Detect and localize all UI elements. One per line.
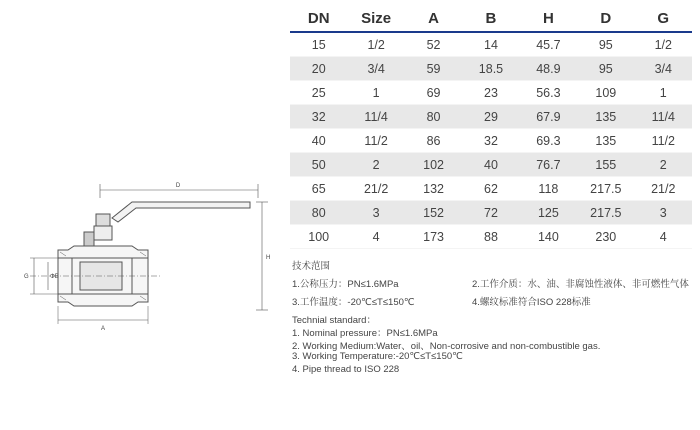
cell-a: 69 — [405, 81, 462, 105]
notes-en-item: 3. Working Temperature:-20℃≤T≤150℃ — [292, 351, 463, 362]
cell-d: 217.5 — [577, 201, 634, 225]
cell-size: 2 — [347, 153, 404, 177]
cell-b: 40 — [462, 153, 519, 177]
label-g: G — [24, 274, 29, 280]
cell-a: 80 — [405, 105, 462, 129]
header-dn: DN — [290, 6, 347, 32]
notes-cn-title: 技术范围 — [292, 261, 331, 272]
header-h: H — [520, 6, 577, 32]
cell-d: 155 — [577, 153, 634, 177]
cell-g: 1 — [635, 81, 692, 105]
cell-a: 152 — [405, 201, 462, 225]
cell-h: 69.3 — [520, 129, 577, 153]
table-row — [290, 177, 692, 201]
cell-size: 3/4 — [347, 57, 404, 81]
notes-cn-item: 3.工作温度：-20℃≤T≤150℃ — [292, 297, 415, 308]
header-size: Size — [347, 6, 404, 32]
cell-h: 45.7 — [520, 32, 577, 57]
cell-g: 11/4 — [635, 105, 692, 129]
cell-h: 67.9 — [520, 105, 577, 129]
cell-b: 14 — [462, 32, 519, 57]
header-a: A — [405, 6, 462, 32]
cell-dn: 20 — [290, 57, 347, 81]
table-row — [290, 153, 692, 177]
cell-size: 4 — [347, 225, 404, 249]
cell-d: 217.5 — [577, 177, 634, 201]
valve-drawing — [0, 170, 280, 340]
header-g: G — [635, 6, 692, 32]
table-row — [290, 57, 692, 81]
spec-table — [290, 6, 692, 249]
cell-a: 173 — [405, 225, 462, 249]
cell-a: 86 — [405, 129, 462, 153]
header-d: D — [577, 6, 634, 32]
cell-b: 23 — [462, 81, 519, 105]
table-row — [290, 201, 692, 225]
cell-dn: 50 — [290, 153, 347, 177]
cell-size: 1 — [347, 81, 404, 105]
cell-dn: 80 — [290, 201, 347, 225]
table-row — [290, 81, 692, 105]
cell-dn: 40 — [290, 129, 347, 153]
cell-dn: 100 — [290, 225, 347, 249]
cell-size: 11/4 — [347, 105, 404, 129]
cell-g: 1/2 — [635, 32, 692, 57]
cell-size: 21/2 — [347, 177, 404, 201]
table-row — [290, 32, 692, 57]
table-row — [290, 225, 692, 249]
notes-en-item: 2. Working Medium:Water、oil、Non-corrosive and non-combustible gas. — [292, 341, 601, 352]
cell-b: 29 — [462, 105, 519, 129]
label-db: ΦB — [50, 274, 59, 280]
cell-a: 102 — [405, 153, 462, 177]
cell-d: 109 — [577, 81, 634, 105]
cell-g: 2 — [635, 153, 692, 177]
label-h: H — [266, 255, 271, 261]
cell-dn: 25 — [290, 81, 347, 105]
cell-d: 230 — [577, 225, 634, 249]
cell-g: 11/2 — [635, 129, 692, 153]
cell-d: 95 — [577, 32, 634, 57]
cell-size: 11/2 — [347, 129, 404, 153]
cell-h: 125 — [520, 201, 577, 225]
notes-en-item: 4. Pipe thread to ISO 228 — [292, 364, 400, 375]
cell-d: 135 — [577, 105, 634, 129]
notes-en-item: 1. Nominal pressure：PN≤1.6MPa — [292, 328, 438, 339]
cell-b: 88 — [462, 225, 519, 249]
cell-h: 56.3 — [520, 81, 577, 105]
notes-cn-item: 4.螺纹标准符合ISO 228标准 — [472, 297, 591, 308]
cell-g: 21/2 — [635, 177, 692, 201]
lever-handle — [112, 202, 250, 222]
cell-g: 3 — [635, 201, 692, 225]
cell-h: 48.9 — [520, 57, 577, 81]
cell-size: 1/2 — [347, 32, 404, 57]
cell-dn: 65 — [290, 177, 347, 201]
cell-a: 132 — [405, 177, 462, 201]
cell-g: 4 — [635, 225, 692, 249]
cell-d: 95 — [577, 57, 634, 81]
cell-h: 118 — [520, 177, 577, 201]
notes-cn-item: 2.工作介质：水、油、非腐蚀性液体、非可燃性气体 — [472, 279, 689, 290]
label-d: D — [175, 183, 181, 189]
cell-b: 18.5 — [462, 57, 519, 81]
cell-h: 76.7 — [520, 153, 577, 177]
cell-dn: 32 — [290, 105, 347, 129]
cell-b: 72 — [462, 201, 519, 225]
table-header-row — [290, 6, 692, 32]
header-b: B — [462, 6, 519, 32]
cell-a: 52 — [405, 32, 462, 57]
cell-a: 59 — [405, 57, 462, 81]
cell-size: 3 — [347, 201, 404, 225]
notes-en-title: Technial standard： — [292, 315, 376, 326]
cell-b: 32 — [462, 129, 519, 153]
stem-nut — [96, 214, 110, 226]
table-row — [290, 105, 692, 129]
cell-b: 62 — [462, 177, 519, 201]
cell-d: 135 — [577, 129, 634, 153]
cell-dn: 15 — [290, 32, 347, 57]
cell-g: 3/4 — [635, 57, 692, 81]
notes-cn-item: 1.公称压力：PN≤1.6MPa — [292, 279, 399, 290]
label-a: A — [100, 326, 106, 332]
table-row — [290, 129, 692, 153]
cell-h: 140 — [520, 225, 577, 249]
